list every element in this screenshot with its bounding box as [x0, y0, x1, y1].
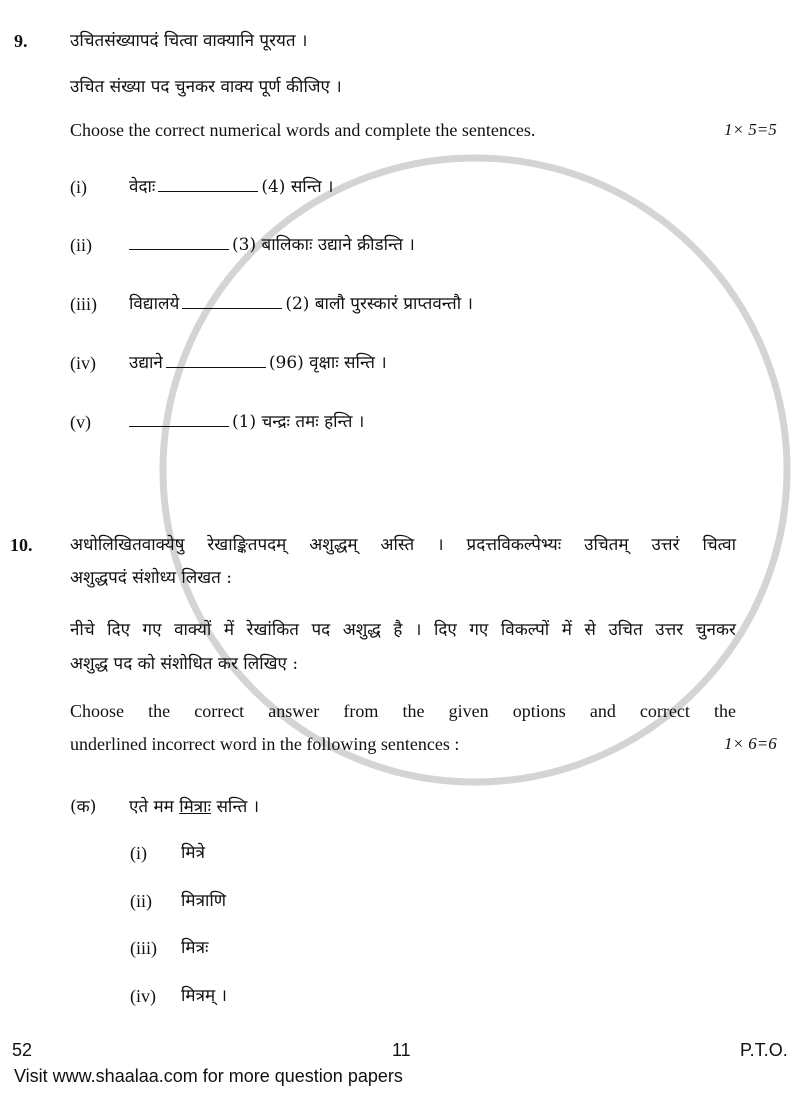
answer-blank[interactable]	[166, 353, 266, 368]
item-label: (ii)	[70, 235, 92, 255]
item-after: (4) सन्ति ।	[261, 177, 334, 197]
answer-blank[interactable]	[182, 294, 282, 309]
paper-code: 52	[12, 1040, 33, 1060]
q9-hindi-instruction: उचित संख्या पद चुनकर वाक्य पूर्ण कीजिए ।	[70, 77, 342, 97]
q9-marks: 1× 5=5	[724, 120, 777, 139]
option-text: मित्राणि	[181, 891, 227, 911]
option-label: (iv)	[130, 986, 156, 1006]
q10-marks: 1× 6=6	[724, 734, 777, 753]
option-label: (iii)	[130, 938, 157, 958]
item-before: उद्याने	[129, 353, 163, 373]
q9-sanskrit-instruction: उचितसंख्यापदं चित्वा वाक्यानि पूरयत ।	[70, 31, 308, 51]
q10-hindi-line1: नीचे दिए गए वाक्यों में रेखांकित पद अशुद्ध है । दिए गए विकल्पों में से उचित उत्तर चुनकर	[70, 620, 736, 640]
q10-sanskrit-line1: अधोलिखितवाक्येषु रेखाङ्कितपदम् अशुद्धम् अस्ति । प्रदत्तविकल्पेभ्यः उचितम् उत्तरं चित्वा	[70, 535, 736, 555]
q10-english-line1: Choose the correct answer from the given options and correct the	[70, 701, 736, 721]
underlined-word: मित्राः	[179, 797, 212, 817]
item-label: (iii)	[70, 294, 97, 314]
q9-english-instruction: Choose the correct numerical words and complete the sentences.	[70, 120, 536, 140]
option-label: (i)	[130, 843, 147, 863]
pto-label: P.T.O.	[740, 1040, 788, 1060]
item-label: (i)	[70, 177, 87, 197]
item-before: वेदाः	[129, 177, 156, 197]
item-after: (96) वृक्षाः सन्ति ।	[268, 353, 387, 373]
q10-number: 10.	[10, 535, 33, 555]
item-label: (v)	[70, 412, 91, 432]
option-label: (ii)	[130, 891, 152, 911]
option-text: मित्रः	[181, 938, 209, 958]
item-after: (1) चन्द्रः तमः हन्ति ।	[232, 412, 365, 432]
item-after: (2) बालौ पुरस्कारं प्राप्तवन्तौ ।	[285, 294, 473, 314]
item-label: (iv)	[70, 353, 96, 373]
item-before: विद्यालये	[129, 294, 180, 314]
answer-blank[interactable]	[129, 412, 229, 427]
q9-number: 9.	[14, 31, 28, 51]
q10-sanskrit-line2: अशुद्धपदं संशोध्य लिखत :	[70, 568, 232, 588]
sentence-before: एते मम	[129, 797, 174, 817]
answer-blank[interactable]	[158, 177, 258, 192]
item-after: (3) बालिकाः उद्याने क्रीडन्ति ।	[232, 235, 415, 255]
page-number: 11	[392, 1040, 411, 1060]
option-text: मित्रम् ।	[181, 986, 227, 1006]
option-text: मित्रे	[181, 843, 205, 863]
visit-link[interactable]: Visit www.shaalaa.com for more question papers	[14, 1066, 403, 1086]
answer-blank[interactable]	[129, 235, 229, 250]
q10-english-line2: underlined incorrect word in the following sentences :	[70, 734, 460, 754]
q10-hindi-line2: अशुद्ध पद को संशोधित कर लिखिए :	[70, 654, 299, 674]
sentence-after: सन्ति ।	[216, 797, 260, 817]
part-label: (क)	[70, 797, 97, 817]
